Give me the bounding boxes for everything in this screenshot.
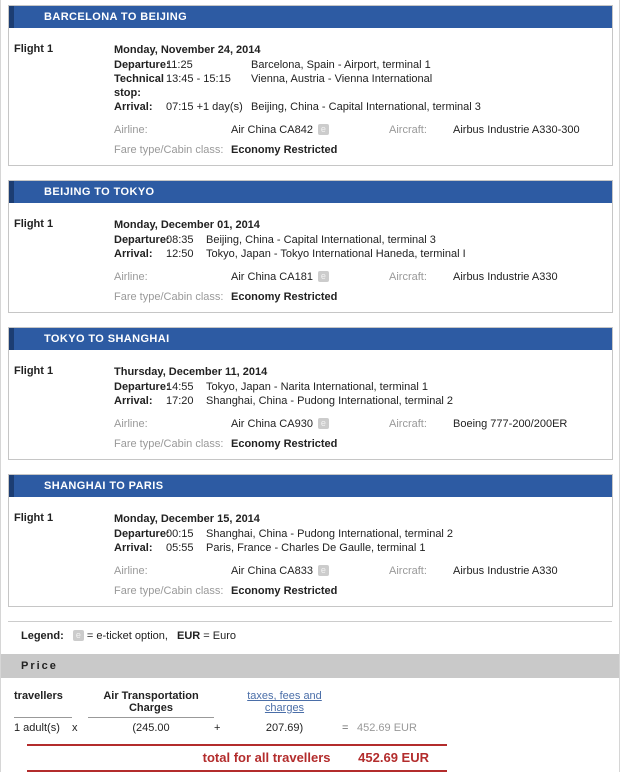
departure-location: Tokyo, Japan - Narita International, terminal 1: [206, 381, 428, 393]
header-spacer: [214, 690, 227, 718]
price-title: Price: [21, 660, 58, 672]
airline-label: Airline:: [114, 418, 148, 430]
fare-row: [114, 585, 604, 598]
airline-row: [114, 418, 604, 431]
fare-row: [114, 438, 604, 451]
arrival-time: 12:50: [166, 248, 194, 260]
airline-label: Airline:: [114, 271, 148, 283]
arrival-row: [114, 100, 604, 114]
travellers-header: travellers: [14, 690, 72, 718]
departure-label: Departure:: [114, 381, 170, 393]
flight-section-body: [9, 350, 612, 459]
technical-stop-label: Technical stop:: [114, 73, 164, 99]
fare-label: Fare type/Cabin class:: [114, 291, 224, 303]
airline-row: [114, 124, 604, 137]
flight-details: [114, 358, 604, 451]
arrival-row: [114, 541, 604, 555]
fare-row: [114, 144, 604, 157]
taxes-fees-link[interactable]: taxes, fees and charges: [247, 690, 322, 714]
fare-value: Economy Restricted: [231, 291, 338, 303]
eticket-icon: e: [73, 630, 84, 641]
departure-row: [114, 58, 604, 72]
air-charge-value: (245.00: [132, 722, 170, 734]
flight-section-header: [9, 6, 612, 28]
flight-section-body: [9, 497, 612, 606]
aircraft-value: Airbus Industrie A330-300: [453, 124, 580, 136]
arrival-location: Tokyo, Japan - Tokyo International Haneda, terminal I: [206, 248, 466, 260]
departure-time: 14:55: [166, 381, 194, 393]
flight-section-barcelona-beijing: [8, 5, 613, 166]
legend-eur-code: EUR: [177, 630, 201, 642]
flight-date: Monday, November 24, 2014: [114, 44, 261, 56]
header-spacer: [342, 690, 357, 718]
flight-number-label: Flight 1: [14, 365, 54, 377]
flight-number-label: Flight 1: [14, 218, 54, 230]
eticket-icon: e: [318, 418, 329, 429]
flight-details: [114, 36, 604, 157]
fare-label: Fare type/Cabin class:: [114, 438, 224, 450]
flight-section-header: [9, 328, 612, 350]
departure-time: 11:25: [166, 59, 193, 71]
arrival-location: Paris, France - Charles De Gaulle, terminal 1: [206, 542, 426, 554]
legend-label: Legend:: [21, 630, 64, 642]
grand-total-value: 452.69 EUR: [358, 750, 429, 765]
departure-label: Departure:: [114, 528, 170, 540]
arrival-time: 07:15 +1 day(s): [166, 101, 243, 113]
arrival-label: Arrival:: [114, 101, 153, 113]
flight-section-beijing-tokyo: [8, 180, 613, 313]
price-table-area: [1, 678, 619, 772]
multiply-sign: x: [72, 722, 78, 734]
legend-eticket-meaning: = e-ticket option,: [86, 630, 168, 642]
legend-eur-meaning: = Euro: [203, 630, 237, 642]
row-total-value: 452.69 EUR: [357, 722, 417, 734]
arrival-time: 17:20: [166, 395, 194, 407]
departure-label: Departure:: [114, 59, 170, 71]
arrival-location: Beijing, China - Capital International, terminal 3: [251, 101, 481, 113]
arrival-row: [114, 394, 604, 408]
departure-location: Shanghai, China - Pudong International, terminal 2: [206, 528, 454, 540]
header-spacer: [72, 690, 88, 718]
flight-date: Monday, December 15, 2014: [114, 513, 260, 525]
airline-value: Air China CA930 e: [231, 418, 389, 431]
price-table: [14, 690, 434, 735]
fare-label: Fare type/Cabin class:: [114, 585, 224, 597]
airline-label: Airline:: [114, 565, 148, 577]
airline-value: Air China CA833 e: [231, 565, 389, 578]
travellers-count: 1 adult(s): [14, 722, 60, 734]
arrival-row: [114, 247, 604, 261]
flight-section-body: [9, 203, 612, 312]
fare-label: Fare type/Cabin class:: [114, 144, 224, 156]
flight-date: Thursday, December 11, 2014: [114, 366, 268, 378]
airline-label: Airline:: [114, 124, 148, 136]
airline-row: [114, 565, 604, 578]
aircraft-value: Airbus Industrie A330: [453, 271, 558, 283]
flight-section-header: [9, 181, 612, 203]
legend: [8, 621, 612, 654]
eticket-icon: e: [318, 124, 329, 135]
departure-location: Barcelona, Spain - Airport, terminal 1: [251, 59, 431, 71]
arrival-time: 05:55: [166, 542, 194, 554]
fare-row: [114, 291, 604, 304]
charges-header: Air Transportation Charges: [88, 690, 214, 718]
airline-value: Air China CA181 e: [231, 271, 389, 284]
equals-sign: =: [342, 722, 349, 734]
flight-details: [114, 211, 604, 304]
flight-section-shanghai-paris: [8, 474, 613, 607]
flight-section-title: BARCELONA TO BEIJING: [44, 11, 188, 23]
aircraft-label: Aircraft:: [389, 271, 427, 283]
flight-section-title: SHANGHAI TO PARIS: [44, 480, 164, 492]
departure-label: Departure:: [114, 234, 170, 246]
flight-number-label: Flight 1: [14, 512, 54, 524]
airline-value: Air China CA842 e: [231, 124, 389, 137]
arrival-label: Arrival:: [114, 542, 153, 554]
departure-row: [114, 233, 604, 247]
technical-stop-time: 13:45 - 15:15: [166, 73, 231, 85]
arrival-location: Shanghai, China - Pudong International, terminal 2: [206, 395, 454, 407]
plus-sign: +: [214, 722, 221, 734]
flight-section-title: BEIJING TO TOKYO: [44, 186, 155, 198]
taxes-value: 207.69): [265, 722, 304, 734]
departure-time: 00:15: [166, 528, 194, 540]
eticket-icon: e: [318, 271, 329, 282]
arrival-label: Arrival:: [114, 395, 153, 407]
departure-location: Beijing, China - Capital International, terminal 3: [206, 234, 436, 246]
flight-section-tokyo-shanghai: [8, 327, 613, 460]
flight-section-title: TOKYO TO SHANGHAI: [44, 333, 170, 345]
technical-stop-location: Vienna, Austria - Vienna International: [251, 73, 433, 85]
technical-stop-row: [114, 72, 604, 100]
flight-section-header: [9, 475, 612, 497]
price-section-header: [1, 654, 619, 678]
departure-row: [114, 527, 604, 541]
departure-time: 08:35: [166, 234, 194, 246]
flight-number-label: Flight 1: [14, 43, 54, 55]
eticket-icon: e: [318, 565, 329, 576]
header-spacer: [357, 690, 434, 718]
aircraft-label: Aircraft:: [389, 124, 427, 136]
fare-value: Economy Restricted: [231, 585, 338, 597]
arrival-label: Arrival:: [114, 248, 153, 260]
grand-total-label: total for all travellers: [202, 750, 331, 765]
aircraft-label: Aircraft:: [389, 565, 427, 577]
departure-row: [114, 380, 604, 394]
flight-section-body: [9, 28, 612, 165]
fare-value: Economy Restricted: [231, 438, 338, 450]
flight-details: [114, 505, 604, 598]
fare-value: Economy Restricted: [231, 144, 338, 156]
aircraft-value: Boeing 777-200/200ER: [453, 418, 568, 430]
aircraft-value: Airbus Industrie A330: [453, 565, 558, 577]
aircraft-label: Aircraft:: [389, 418, 427, 430]
grand-total-row: [27, 744, 447, 772]
flight-date: Monday, December 01, 2014: [114, 219, 260, 231]
airline-row: [114, 271, 604, 284]
